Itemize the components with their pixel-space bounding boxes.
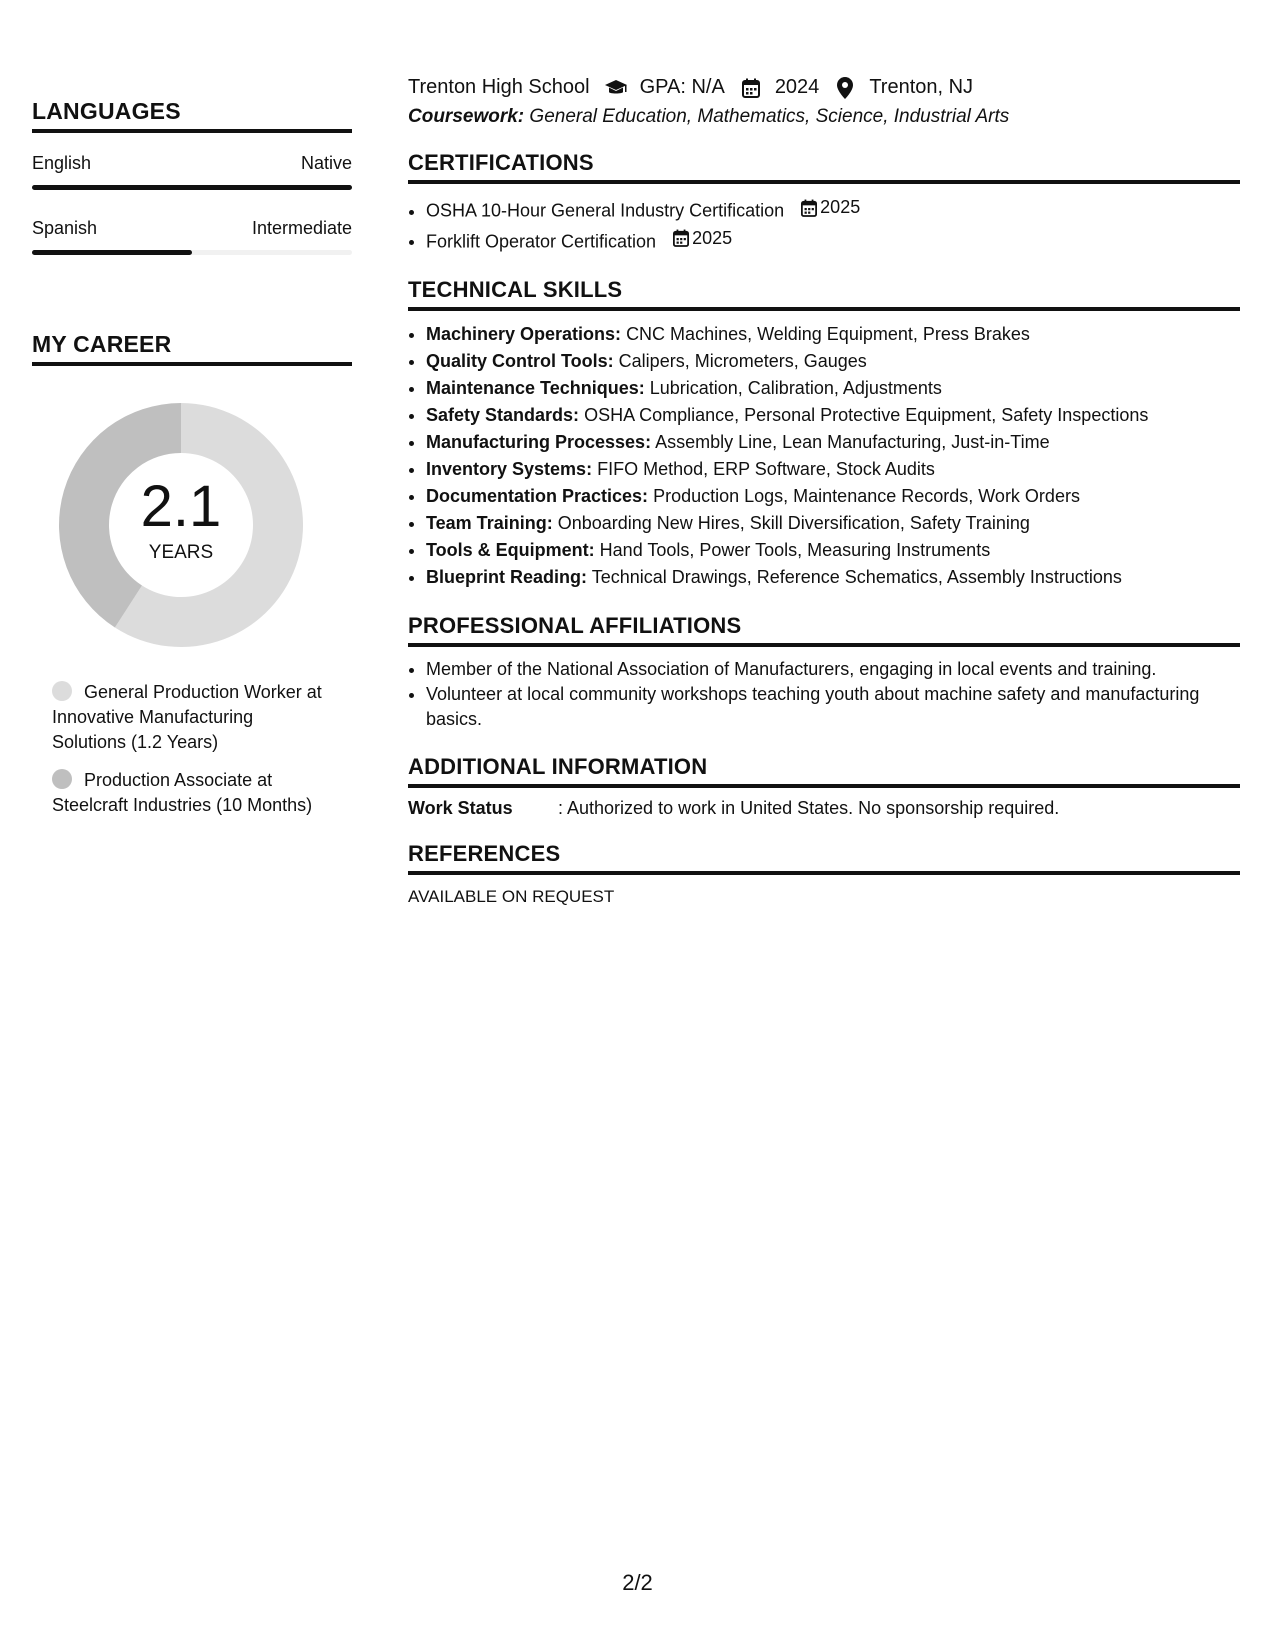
references-text: AVAILABLE ON REQUEST bbox=[408, 887, 615, 906]
certification-item bbox=[426, 194, 1240, 225]
language-proficiency-fill bbox=[32, 250, 192, 255]
skill-item bbox=[426, 429, 1240, 456]
language-item bbox=[32, 153, 352, 190]
skill-value: Calipers, Micrometers, Gauges bbox=[618, 351, 867, 371]
calendar-icon bbox=[801, 199, 817, 217]
legend-dot-icon bbox=[52, 681, 72, 701]
gpa: GPA: N/A bbox=[639, 76, 725, 98]
skill-label: Quality Control Tools: bbox=[426, 351, 614, 371]
skill-label: Blueprint Reading: bbox=[426, 567, 587, 587]
affiliation-item: • Volunteer at local community workshops teaching youth about machine safety and manufacturing basics. bbox=[426, 682, 1240, 732]
work-status-label: Work Status bbox=[408, 798, 513, 818]
career-legend-item bbox=[52, 768, 322, 818]
skill-label: Inventory Systems: bbox=[426, 459, 593, 479]
career-total-unit: YEARS bbox=[148, 542, 214, 563]
skill-value: CNC Machines, Welding Equipment, Press Brakes bbox=[626, 324, 1030, 344]
skill-label: Manufacturing Processes: bbox=[426, 432, 652, 452]
affiliations-title: PROFESSIONAL AFFILIATIONS bbox=[408, 613, 1240, 647]
skill-label: Safety Standards: bbox=[426, 405, 580, 425]
graduation-year: 2024 bbox=[774, 76, 820, 98]
right-column bbox=[408, 76, 1240, 907]
coursework bbox=[408, 106, 1240, 128]
work-status-value: : Authorized to work in United States. No sponsorship required. bbox=[558, 798, 1060, 818]
certification-date: 2025 bbox=[820, 197, 861, 217]
certifications-title: CERTIFICATIONS bbox=[408, 150, 1240, 184]
language-name: Spanish bbox=[32, 218, 98, 238]
skill-item bbox=[426, 483, 1240, 510]
affiliations-section bbox=[408, 613, 1240, 732]
language-proficiency-bar bbox=[32, 250, 352, 255]
language-name: English bbox=[32, 153, 92, 173]
language-level: Native bbox=[300, 153, 352, 173]
skill-item bbox=[426, 348, 1240, 375]
skill-label: Documentation Practices: bbox=[426, 486, 649, 506]
skill-value: Hand Tools, Power Tools, Measuring Instruments bbox=[599, 540, 991, 560]
location-pin-icon bbox=[833, 77, 857, 99]
additional-info-section bbox=[408, 754, 1240, 819]
career-total-value: 2.1 bbox=[140, 474, 222, 539]
legend-dot-icon bbox=[52, 769, 72, 789]
skill-value: Onboarding New Hires, Skill Diversification, Safety Training bbox=[557, 513, 1030, 533]
skill-label: Maintenance Techniques: bbox=[426, 378, 645, 398]
skill-value: Technical Drawings, Reference Schematics, Assembly Instructions bbox=[591, 567, 1122, 587]
language-item bbox=[32, 218, 352, 255]
additional-info-title: ADDITIONAL INFORMATION bbox=[408, 754, 1240, 788]
certification-date: 2025 bbox=[692, 227, 733, 248]
skill-value: Production Logs, Maintenance Records, Work Orders bbox=[653, 486, 1080, 506]
certifications-section bbox=[408, 150, 1240, 255]
language-proficiency-fill bbox=[32, 185, 352, 190]
technical-skills-section bbox=[408, 277, 1240, 591]
skill-value: Lubrication, Calibration, Adjustments bbox=[649, 378, 942, 398]
career-title: MY CAREER bbox=[32, 331, 352, 366]
certification-name: OSHA 10-Hour General Industry Certification bbox=[426, 200, 785, 221]
education-line bbox=[408, 76, 1240, 99]
coursework-label: Coursework: bbox=[408, 106, 525, 127]
career-legend bbox=[52, 680, 322, 818]
certification-name: Forklift Operator Certification bbox=[426, 231, 657, 251]
school-location: Trenton, NJ bbox=[869, 76, 974, 98]
technical-skills-title: TECHNICAL SKILLS bbox=[408, 277, 1240, 311]
career-legend-item bbox=[52, 680, 322, 755]
skill-label: Machinery Operations: bbox=[426, 324, 622, 344]
certification-item bbox=[426, 225, 1240, 256]
graduation-cap-icon bbox=[604, 77, 628, 99]
skill-value: OSHA Compliance, Personal Protective Equipment, Safety Inspections bbox=[584, 405, 1149, 425]
career-legend-label: Production Associate at Steelcraft Industries (10 Months) bbox=[52, 770, 313, 815]
school-name: Trenton High School bbox=[408, 76, 590, 98]
career-legend-label: General Production Worker at Innovative Manufacturing Solutions (1.2 Years) bbox=[52, 682, 322, 752]
skill-item bbox=[426, 321, 1240, 348]
page-number: 2/2 bbox=[622, 1570, 653, 1595]
references-section bbox=[408, 841, 1240, 907]
language-level: Intermediate bbox=[251, 218, 352, 238]
skill-item bbox=[426, 510, 1240, 537]
skill-label: Team Training: bbox=[426, 513, 553, 533]
work-status-row bbox=[408, 798, 1240, 819]
skill-value: FIFO Method, ERP Software, Stock Audits bbox=[597, 459, 935, 479]
calendar-icon bbox=[673, 229, 689, 247]
affiliation-item: • Member of the National Association of Manufacturers, engaging in local events and training. bbox=[426, 657, 1240, 682]
skill-item bbox=[426, 375, 1240, 402]
skill-item bbox=[426, 564, 1240, 591]
languages-title: LANGUAGES bbox=[32, 98, 352, 133]
skill-value: Assembly Line, Lean Manufacturing, Just-in-Time bbox=[655, 432, 1050, 452]
left-column bbox=[32, 98, 352, 831]
skill-item bbox=[426, 456, 1240, 483]
skill-item bbox=[426, 537, 1240, 564]
career-donut-chart bbox=[56, 400, 306, 650]
references-title: REFERENCES bbox=[408, 841, 1240, 875]
language-proficiency-bar bbox=[32, 185, 352, 190]
calendar-icon bbox=[739, 77, 763, 99]
skill-label: Tools & Equipment: bbox=[426, 540, 595, 560]
coursework-value: General Education, Mathematics, Science, Industrial Arts bbox=[529, 106, 1010, 127]
skill-item bbox=[426, 402, 1240, 429]
